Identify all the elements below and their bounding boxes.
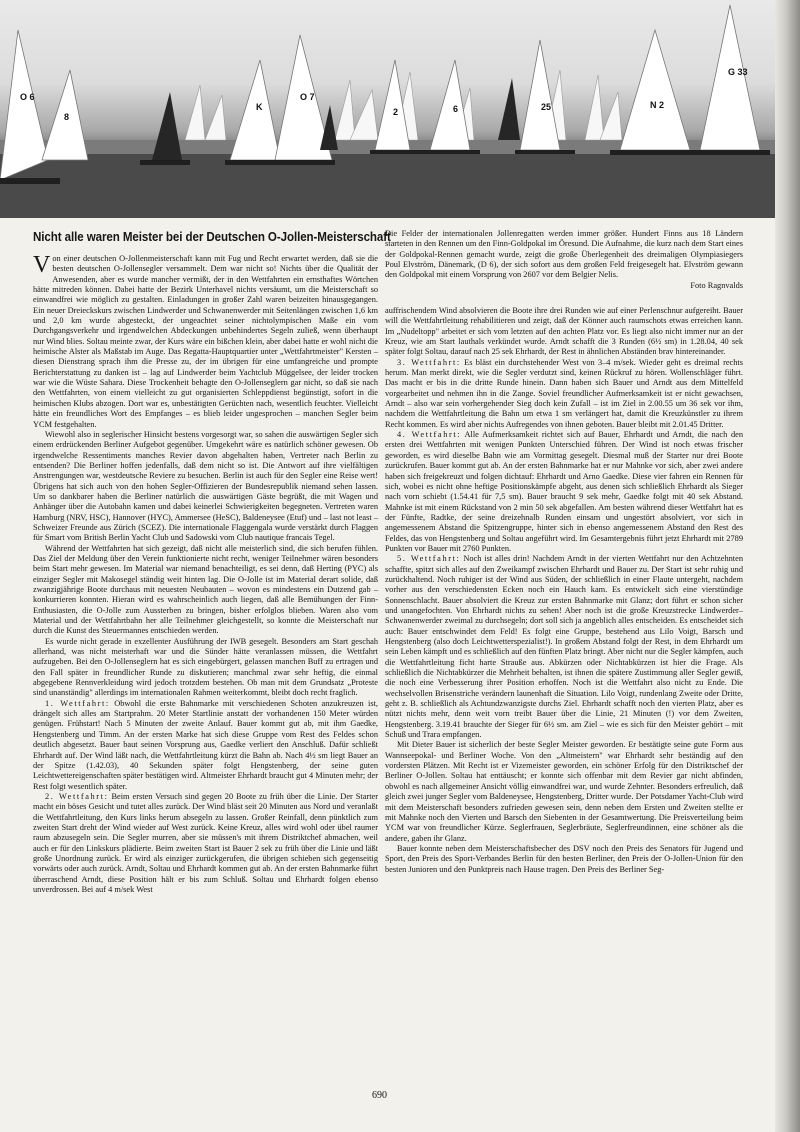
sail-mark-6: 25 <box>541 102 552 112</box>
sail-mark-0: O 6 <box>20 92 35 102</box>
sailboats-illustration <box>0 0 775 218</box>
paragraph: Es wurde nicht gerade in exzellenter Ausführung der IWB gesegelt. Besonders am Start geschah allerhand, was nicht meisterhaft war und die Sünder hätte veranlassen müssen, die Wettfahrt aufzugeben. Bei den O-Jollenseglern hat es sich eingebürgert, gelassen manchen Buff zu ertragen und den Fall später in freundlicher Runde zu diskutieren; manchmal zwar sehr heftig, die einmal abgegebene Rennverkleidung wird jedoch trotzdem bestehen. Ob man mit dem Grundsatz „Proteste sind unanständig" allerdings im internationalen Rahmen weiterkommt, bleibt doch recht fraglich. <box>33 636 378 698</box>
paragraph: 1. Wettfahrt: Obwohl die erste Bahnmarke mit verschiedenen Schoten anzukreuzen ist, drängelt sich alles am Startprahm. 20 Meter Startlinie anstatt der vorhandenen 150 Meter würden genügen. Frühstart! Nach 5 Minuten der zweite Anlauf. Bauer kommt gut ab, mit ihm Gaedke, Hengstenberg und Timm. An der ersten Marke hat sich diese Gruppe vom Rest des Feldes schon deutlich abgesetzt. Bauer baut seinen Vorsprung aus, Gaedke verliert den Anschluß. Dafür schließt Ehrhardt auf. Der Wind läßt nach, die Wettfahrtleitung kürzt die Bahn ab. Nach 4½ sm liegt Bauer an der Spitze (1.42.03), 40 Sekunden später folgt Hengstenberg, der seine guten Leichtwettereigenschaften später bestätigen wird. Altmeister Ehrhardt braucht gut 4 Minuten mehr; der Rest folgt wesentlich später. <box>33 698 379 791</box>
article-headline: Nicht alle waren Meister bei der Deutschen O-Jollen-Meisterschaft <box>33 230 391 244</box>
paragraph: Von einer deutschen O-Jollenmeisterschaft kann mit Fug und Recht erwartet werden, daß sie die besten deutschen O-Jollensegler versammelt. Dem war nicht so! Nichts über die Qualität der Anwesenden, aber es wurde mancher vermißt, der in den Wettfahrten ein ernsthaftes Wörtchen hätte mitreden können. Dabei hatte der Bezirk Unterhavel nichts versäumt, um die Meisterschaft so einwandfrei wie möglich zu gestalten. Einladungen in großer Zahl waren beizeiten hinausgegangen. Ein neuer Dreieckskurs zwischen Lindwerder und Schwanenwerder mit Seitenlängen zwischen 1,6 km und 2,0 km wurde abgesteckt, der ungeachtet seiner nichtolympischen Maße ein vom Durchgangsverkehr und irgendwelchen Abdeckungen unbehindertes Segeln zuließ, wenn überhaupt nur Wind blies. Soltau meinte zwar, der Kurs wäre ein bißchen klein, aber dabei hatte er wohl nicht die heimische Alster als Maßstab im Auge. Das Regatta-Hauptquartier unter „Wettfahrtmeister" Kersten – diesen Dienstrang sprach ihm die Presse zu, der im übrigen für eine umfangreiche und prompte Berichterstattung zu danken ist – lag auf Lindwerder beim Yachtclub Müggelsee, der leider trocken war wie die Wüste Sahara. Diese Trockenheit behagte den O-Jollenseglern gar nicht, so daß sie nach den Wettfahrten, von einem vielleicht zu gut organisierten Schleppdienst begünstigt, sofort in die heimischen Klubs abzogen. Dort war es, unbestätigten Gerüchten nach, wesentlich feuchter. Vielleicht hätte ein freundliches Wort des Empfanges – es blieb leider ungesprochen – manchen Segler beim YCM festgehalten. <box>33 252 378 429</box>
race-label: 5. Wettfahrt: <box>397 554 461 564</box>
article-column-left <box>33 254 378 895</box>
paragraph: 5. Wettfahrt: Noch ist alles drin! Nachdem Arndt in der vierten Wettfahrt nur den Achtzehnten schaffte, spitzt sich alles auf den Zweikampf zwischen Ehrhardt und Bauer zu. Der Start ist sehr ruhig und zurückhaltend. Noch ruhiger ist der Wind aus Süden, der schließlich in einer Flaute untergeht, nachdem vorher aus den verschiedensten Ecken noch ein Hauch kam. Es entwickelt sich eine vierstündige Sonnenschlacht. Bauer absolviert die Kreuz zur ersten Bahnmarke mit Glanz; dort führt er schon sicher und unangefochten. Von Ehrhardt nichts zu sehen! Aber noch ist die große Kreuzstrecke Lindwerder–Schwanenwerder zweimal zu durchsegeln; dort soll sich ja angeblich alles entscheiden. Es entscheidet sich auch: Bauer entschwindet dem Feld! Es folgt eine Gruppe, bestehend aus Lilo Voigt, Barsch und Hengstenberg (also doch Leichtwetterspezialist!). In großem Abstand folgt der Rest, in dem Ehrhardt um sein Leben kämpft und es schließlich auf den fünften Platz bringt. Aber nicht nur die Segler kämpfen, auch die Wettfahrtleitung ficht harte Strauße aus. Abkürzen oder Nichtabkürzen ist hier die Frage. Als schließlich die Nichtabkürzer die Mehrheit behalten, ist ihnen die spätere Zustimmung aller Segler gewiß, die noch eine Verbesserung ihrer Position erhoffen. Noch ist die Wettfahrt also nicht zu Ende. Die wechselvollen Brisenstriche verändern launenhaft die Situation. Lilo Voigt, rundenlang Zweite oder Dritte, geht z. B. schließlich als Achtundzwanzigste durchs Ziel. Ehrhardt schafft noch den vierten Platz, aber es nützt nichts mehr, denn weit vorn treibt Bauer über die Linie, 21 Minuten (!) vor dem Zweiten, Hengstenberg. 3.19.41 brauchte der Sieger für 6½ sm. am Ziel – wie es sich für den Meister gehört – mit Schuß und Trara empfangen. <box>385 554 743 740</box>
page-number: 690 <box>372 1090 387 1101</box>
sail-mark-1: 8 <box>64 112 70 122</box>
race-label: 2. Wettfahrt: <box>45 791 109 801</box>
paragraph: Bauer konnte neben dem Meisterschaftsbecher des DSV noch den Preis des Senators für Jugend und Sport, den Preis des Sport-Verbandes Berlin für den besten Berliner, den Preis der O-Jollen-Union für den besten Junioren und den Punktpreis nach Hause tragen. Den Preis des Berliner Seg- <box>385 843 743 874</box>
paragraph: Während der Wettfahrten hat sich gezeigt, daß nicht alle meisterlich sind, die sich berufen fühlen. Das Ziel der Meldung über den Verein funktionierte nicht recht, weniger Teilnehmer wären besonders beim Start mehr gewesen. Im Material war niemand benachteiligt, es sei denn, daß Herting (PYC) als einziger Segler mit Makosegel ständig weit hinten lag. Die O-Jolle ist im Material derart solide, daß zwanzigjährige Boote durchaus mit neuesten Neubauten – wovon es mindestens ein Dutzend gab – konkurrieren konnten. Hieran wird es wahrscheinlich auch liegen, daß alle Bemühungen der Finn-Enthusiasten, die O-Jolle zum Aussterben zu bringen, bisher erfolglos blieben. Waren also vom Material und der Wettfahrtbahn her alle Teilnehmer gleichgestellt, so konnte die Meisterschaft nur durch die Kunst des Steuermannes entschieden werden. <box>33 543 378 636</box>
paragraph: 3. Wettfahrt: Es bläst ein durchstehender West von 3–4 m/sek. Wieder geht es dreimal rechts herum. Man merkt direkt, wie die Segler verdutzt sind, keinen Rückruf zu hören. Wollenschläger führt. Das macht er bis in die dritte Runde hinein. Dann haben sich Bauer und Arndt aus dem Mittelfeld vorgearbeitet und nehmen ihn in die Zange. Soviel freundlicher Aufmerksamkeit ist er nicht gewachsen, Arndt – also war sein vorhergehender Sieg doch kein Zufall – ist im Ziel in 2.00.55 um 36 sek vor ihm, nachdem die Wettfahrtleitung die Bahn um etwa 1 sm verlängert hat, damit die Kreuzkünstler zu ihrem Recht kommen. Es wird aber nichts Aufregendes von ihnen geboten. Bauer bleibt mit 2.01.45 Dritter. <box>385 357 743 429</box>
sail-mark-2: O 7 <box>300 92 315 102</box>
race-label: 4. Wettfahrt: <box>397 430 462 440</box>
sail-mark-4: 2 <box>393 107 399 117</box>
sail-mark-5: 6 <box>453 104 459 114</box>
paragraph: 2. Wettfahrt: Beim ersten Versuch sind gegen 20 Boote zu früh über die Linie. Der Starter macht ein böses Gesicht und tutet alles zurück. Der Wind bläst seit 20 Minuten aus Nord und veranlaßt die Wettfahrtleitung, den Kurs links herum absegeln zu lassen. Großer Reinfall, denn pünktlich zum zweiten Start dreht der Wind wieder auf West zurück. Keine Kreuz, alles wird wohl oder übel raumer raum abzusegeln sein. Die Segler murren, aber sie müssen's mit ihrem Distriktchef abmachen, weil auch er für den Linkskurs plädierte. Beim zweiten Start ist Bauer 2 sek zu früh über die Linie und läßt große Unordnung zurück. Er wird als einziger zurückgerufen, die übrigen schieben sich gegenseitig vorwärts oder auch zurück. Arndt, Soltau und Ehrhardt kommen gut ab. An der ersten Bahnmarke führt überraschend Arndt, diese Position hält er bis zum Schluß. Soltau und Ehrhardt folgen ebenso unverdrossen. Bei auf 4 m/sek West <box>33 791 378 894</box>
article-column-right <box>385 306 743 875</box>
sail-mark-8: G 33 <box>728 67 748 77</box>
regatta-photo <box>0 0 775 218</box>
paragraph: 4. Wettfahrt: Alle Aufmerksamkeit richtet sich auf Bauer, Ehrhardt und Arndt, die nach den ersten drei Wettfahrten mit wenigen Punkten Unterschied führen. Der Wind ist noch etwas frischer geworden, es wird dieselbe Bahn wie am Vormittag gesegelt. Diesmal muß der Starter nur drei Boote zurückrufen. Bauer kommt gut ab. An der ersten Bahnmarke hat er nur Mahnke vor sich, aber zwei andere haben sich freigekreuzt und folgen dichtauf: Ehrhardt und Arno Gaedke. Diese vier fahren ein Rennen für sich, wobei es nicht ohne heftige Positionskämpfe abgeht, aus denen sich schließlich Ehrhardt als Sieger nach vorn schiebt (1.54.41 für 7,5 sm). Bauer braucht 9 sek mehr, Gaedke folgt mit 40 sek Abstand. Mahnke ist mit einem Rückstand von 2 min 50 sek abgefallen. Am besten während dieser Wettfahrt hat es der Fünfte, Radtke, der seine dreizehnalb Runden einsam und ungestört absolviert, vor sich in angemessenem Abstand die Spitzengruppe, hinter sich in ebenso angemessenem Abstand den Rest des Feldes, das von Hengstenberg und Soltau angeführt wird. Im Gesamtergebnis führt jetzt Ehrhardt mit 2789 Punkten vor Bauer mit 2760 Punkten. <box>385 430 744 553</box>
caption-text: Die Felder der internationalen Jollenregatten werden immer größer. Hundert Finns aus 18 Ländern starteten in den Rennen um den Finn-Goldpokal im Öresund. Die Aufnahme, die kurz nach dem Start eines der Goldpokal-Rennen gemacht wurde, zeigt die große Überlegenheit des dreimaligen Olympiasiegers Poul Elvström, Dänemark, (D 6), der sich sofort aus dem großen Feld freigesegelt hat. Elvström gewann den Goldpokal mit einem Vorsprung von 2607 vor dem Belgier Nelis. <box>385 229 743 280</box>
photo-caption <box>385 229 743 291</box>
paragraph: Wiewohl also in seglerischer Hinsicht bestens vorgesorgt war, so sahen die auswärtigen Segler sich einem erdrückenden Berliner Aufgebot gegenüber. Umgekehrt wäre es natürlich schöner gewesen. Ob irgendwelche Ressentiments manches Revier davon abgehalten haben, Vertreter nach Berlin zu entsenden? Die Berliner hoffen jedenfalls, daß dem nicht so ist. Die Antwort auf ihre vielfältigen Anstrengungen war, westdeutsche Reviere zu besuchen. Berlin ist auch für den Segler eine Reise wert! Übrigens hat sich auch von den hohen Segler-Offizieren der Bundesrepublik niemand sehen lassen. Um so dankbarer haben die Berliner natürlich die auswärtigen Gäste begrüßt, die mit Wagen und Anhänger über die Autobahn kamen und dabei keinerlei Schwierigkeiten begegneten. Vertreten waren Hamburg (NRV, HSC), Hannover (HYC), Ammersee (HeSC), Baldeneysee (Etuf) und – last not least – Schweizer Freunde aus Zürich (SCEZ). Die internationale Flaggengala wurde verstärkt durch Flaggen für Smart vom British Berlin Yacht Club und Sadowski vom Club nautique francais Tegel. <box>33 429 378 543</box>
sail-mark-3: K <box>256 102 263 112</box>
photo-credit: Foto Ragnvalds <box>690 280 743 290</box>
paragraph: auffrischendem Wind absolvieren die Boote ihre drei Runden wie auf einer Perlenschnur aufgereiht. Bauer will die Wettfahrtleitung rehabilitieren und zeigt, daß der Könner auch raumschots etwas erreichen kann. Im „Nudeltopp" arbeitet er sich vom letzten auf den achten Platz vor. Es liegt also nicht immer nur an der Kreuz, wie am Start lauthals verkündet wurde. Arndt schafft die 3 Runden (6½ sm) in 1.28.04, 40 sek später folgt Soltau, darauf nach 25 sek Ehrhardt, der Rest in ähnlichen Abständen brav hintereinander. <box>385 306 743 357</box>
sail-mark-7: N 2 <box>650 100 665 110</box>
drop-cap: V <box>33 252 51 278</box>
page-edge-shadow <box>775 0 800 1132</box>
race-label: 3. Wettfahrt: <box>397 357 461 367</box>
race-label: 1. Wettfahrt: <box>45 698 110 708</box>
paragraph: Mit Dieter Bauer ist sicherlich der beste Segler Meister geworden. Er bestätigte seine gute Form aus Wannseepokal- und Berliner Woche. Von den „Altmeistern" war Ehrhardt sehr beständig auf den vordersten Plätzen. Mit Recht ist er Vizemeister geworden, ein schöner Erfolg für den Distriktschef der Berliner O-Jollen. Soltau hat enttäuscht; er konnte sich offenbar mit dem Revier gar nicht abfinden, obwohl es nach allgemeiner Ansicht völlig einwandfrei war, und wurde Zehnter. Besonders erfreulich, daß gleich zwei junger Segler vom Baldeneysee, Hengstenberg, Dritter wurde. Der Potsdamer Yacht-Club wird mit dem Meisterschaft besonders zufrieden gewesen sein, denn neben dem Ersten und Zweiten stellte er mit Mahnke noch den Vierten und Barsch den Siebenten in der Gesamtwertung. Die Preisverteilung beim YCM war von freundlicher Kürze. Seglerfrauen, Seglerbräute, Seglerfreundinnen, eine schöner als die andere, gaben ihr Glanz. <box>385 740 743 843</box>
